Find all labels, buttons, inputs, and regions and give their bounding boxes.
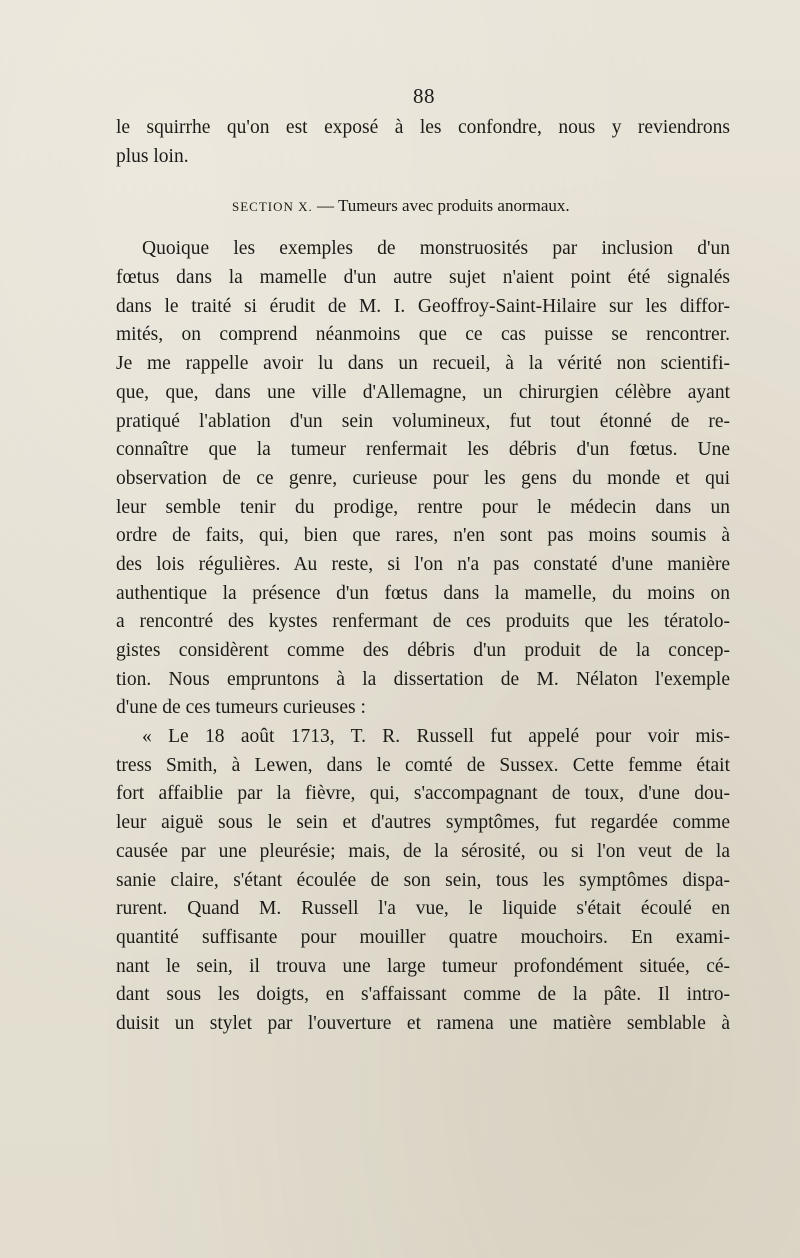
text-line: dans le traité si érudit de M. I. Geoffroy-Saint-Hilaire sur les diffor- (116, 295, 730, 317)
text-line: observation de ce genre, curieuse pour les gens du monde et qui (116, 467, 730, 489)
text-line: sanie claire, s'étant écoulée de son sein, tous les symptômes dispa- (116, 869, 730, 891)
section-label: SECTION X. (232, 199, 313, 215)
text-line: causée par une pleurésie; mais, de la sérosité, ou si l'on veut de la (116, 840, 730, 862)
text-line: duisit un stylet par l'ouverture et ramena une matière semblable à (116, 1012, 730, 1034)
text-line: ordre de faits, qui, bien que rares, n'en sont pas moins soumis à (116, 525, 730, 547)
text-line: connaître que la tumeur renfermait les débris d'un fœtus. Une (116, 439, 730, 461)
paragraph-1 (116, 235, 730, 723)
text-line: Je me rappelle avoir lu dans un recueil, à la vérité non scientifi- (116, 353, 730, 375)
text-line: quantité suffisante pour mouiller quatre mouchoirs. En exami- (116, 926, 730, 948)
text-line: tress Smith, à Lewen, dans le comté de Sussex. Cette femme était (116, 754, 730, 776)
text-line: nant le sein, il trouva une large tumeur profondément située, cé- (116, 955, 730, 977)
text-line: dant sous les doigts, en s'affaissant comme de la pâte. Il intro- (116, 984, 730, 1006)
page-number: 88 (413, 84, 435, 108)
text-line: a rencontré des kystes renfermant de ces produits que les tératolo- (116, 611, 730, 633)
spacer (116, 171, 730, 191)
text-line: leur semble tenir du prodige, rentre pour le médecin dans un (116, 496, 730, 518)
section-heading (116, 191, 730, 221)
text-line: rurent. Quand M. Russell l'a vue, le liquide s'était écoulé en (116, 898, 730, 920)
page-text (116, 114, 730, 1039)
text-line: plus loin. (116, 145, 189, 167)
text-line: mités, on comprend néanmoins que ce cas puisse se rencontrer. (116, 324, 730, 346)
text-line: tion. Nous empruntons à la dissertation de M. Nélaton l'exemple (116, 668, 730, 690)
spacer (116, 221, 730, 235)
text-line: des lois régulières. Au reste, si l'on n'a pas constaté d'une manière (116, 553, 730, 575)
text-line: fœtus dans la mamelle d'un autre sujet n'aient point été signalés (116, 267, 730, 289)
paragraph-2 (116, 723, 730, 1039)
text-line: pratiqué l'ablation d'un sein volumineux, fut tout étonné de re- (116, 410, 730, 432)
text-line: leur aiguë sous le sein et d'autres symptômes, fut regardée comme (116, 812, 730, 834)
text-line: « Le 18 août 1713, T. R. Russell fut appelé pour voir mis- (142, 726, 730, 748)
section-title: — Tumeurs avec produits anormaux. (312, 196, 570, 216)
text-line: Quoique les exemples de monstruosités par inclusion d'un (142, 238, 730, 260)
text-line: authentique la présence d'un fœtus dans la mamelle, du moins on (116, 582, 730, 604)
text-line: fort affaiblie par la fièvre, qui, s'accompagnant de toux, d'une dou- (116, 783, 730, 805)
text-line: gistes considèrent comme des débris d'un produit de la concep- (116, 640, 730, 661)
text-line: le squirrhe qu'on est exposé à les confondre, nous y reviendrons (116, 117, 730, 138)
text-line: d'une de ces tumeurs curieuses : (116, 697, 366, 719)
text-line: que, que, dans une ville d'Allemagne, un chirurgien célèbre ayant (116, 381, 730, 403)
